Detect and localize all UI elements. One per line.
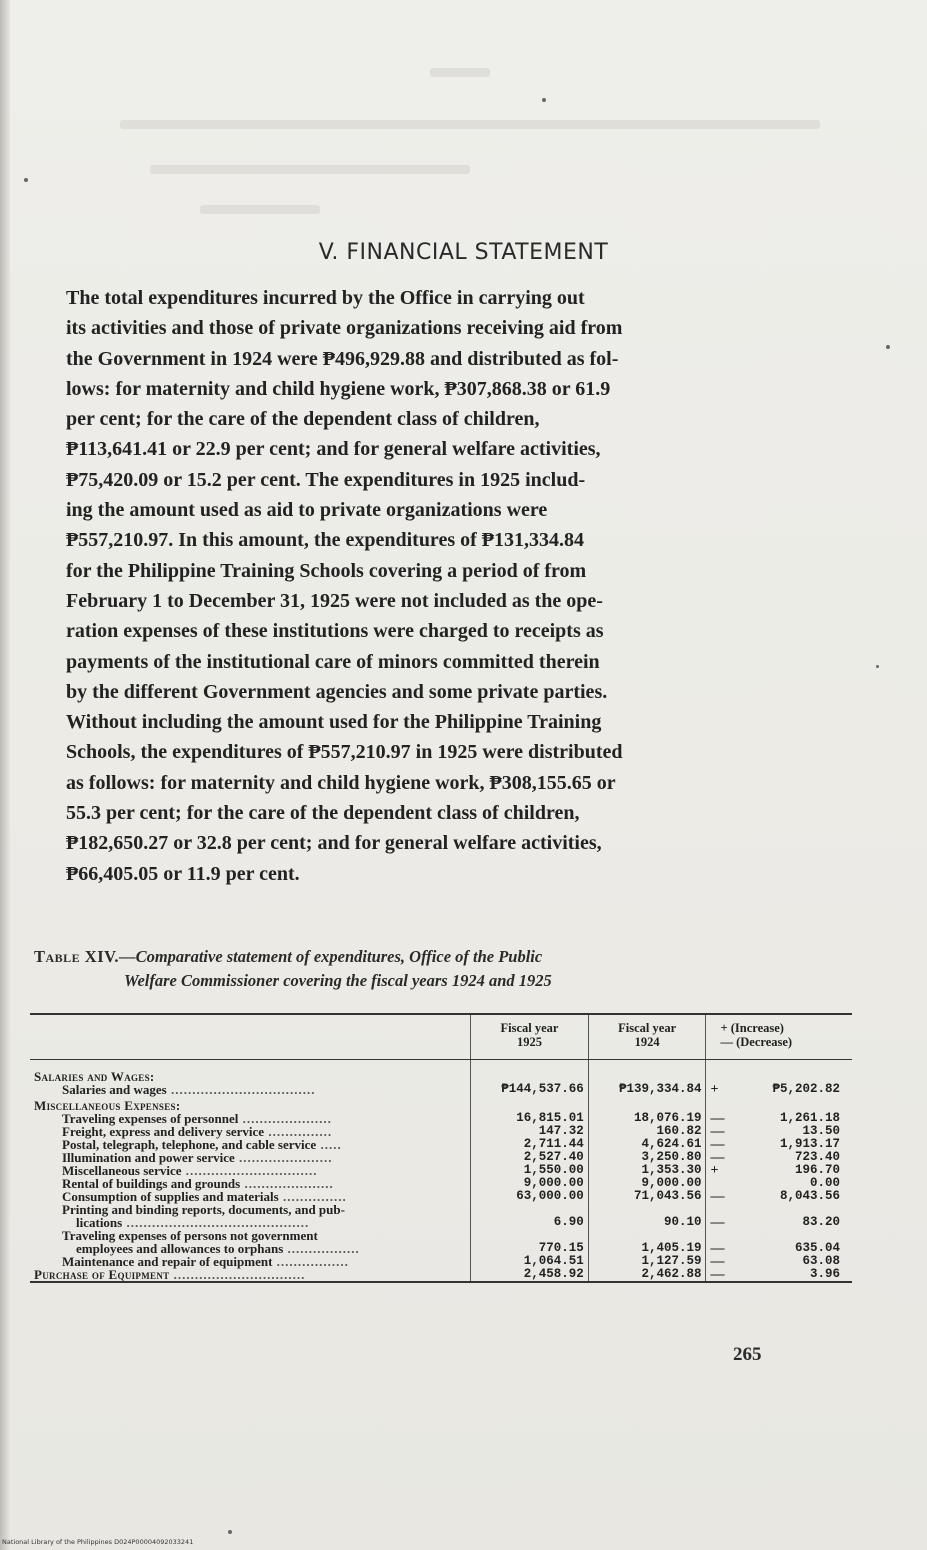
change-sign: + xyxy=(706,1083,734,1096)
paragraph-line: ₱113,641.41 or 22.9 per cent; and for general welfare activities, xyxy=(66,438,601,461)
change-value: 1,261.18 xyxy=(779,1111,840,1125)
leader-dots: ................. xyxy=(283,1241,360,1256)
value-1925: 770.15 xyxy=(471,1242,589,1255)
row-label-text: Illumination and power service xyxy=(62,1150,235,1165)
dust-speck xyxy=(886,345,890,349)
page-number: 265 xyxy=(733,1344,762,1365)
header-text-line: Fiscal year xyxy=(618,1021,677,1035)
value-1924: 1,405.19 xyxy=(588,1242,706,1255)
paragraph-line: payments of the institutional care of minors committed therein xyxy=(66,650,600,673)
bleed-through-mark xyxy=(150,165,470,174)
change-sign: — xyxy=(706,1151,734,1164)
row-label-text: Maintenance and repair of equipment xyxy=(62,1254,273,1269)
row-label-text: Salaries and wages xyxy=(62,1082,167,1097)
value-1924: 71,043.56 xyxy=(588,1190,706,1203)
row-label-text: Miscellaneous service xyxy=(62,1163,182,1178)
row-label-text: Printing and binding reports, documents, and pub- xyxy=(62,1202,345,1217)
value-1924: 18,076.19 xyxy=(588,1112,706,1125)
bleed-through-mark xyxy=(120,120,820,129)
value-1924: 3,250.80 xyxy=(588,1151,706,1164)
header-text-line: — (Decrease) xyxy=(720,1035,793,1049)
header-change xyxy=(706,1014,852,1060)
change-sign: — xyxy=(706,1125,734,1138)
table-body xyxy=(30,1060,852,1283)
change-value: 63.08 xyxy=(802,1254,840,1268)
leader-dots: ..................... xyxy=(240,1176,334,1191)
header-text-line: 1925 xyxy=(516,1035,542,1049)
row-label-text: Consumption of supplies and materials xyxy=(62,1189,279,1204)
value-1925: 1,064.51 xyxy=(471,1255,589,1268)
leader-dots: ...................... xyxy=(234,1150,333,1165)
value-1925: 1,550.00 xyxy=(471,1164,589,1177)
section-title: V. FINANCIAL STATEMENT xyxy=(318,240,609,265)
value-1924: 9,000.00 xyxy=(588,1177,706,1190)
leader-dots: .................................. xyxy=(166,1082,316,1097)
table-caption-line2: Welfare Commissioner covering the fiscal years 1924 and 1925 xyxy=(124,971,552,990)
change-sign: — xyxy=(706,1138,734,1151)
row-label-text: Rental of buildings and grounds xyxy=(62,1176,241,1191)
leader-dots: ............... xyxy=(264,1124,333,1139)
row-label-text: Traveling expenses of personnel xyxy=(62,1111,239,1126)
row-label xyxy=(30,1083,471,1096)
value-1925: 16,815.01 xyxy=(471,1112,589,1125)
row-label-text: Miscellaneous Expenses: xyxy=(34,1098,181,1113)
header-label-column xyxy=(30,1014,471,1060)
value-1925: 147.32 xyxy=(471,1125,589,1138)
leader-dots: ........................................... xyxy=(122,1215,310,1230)
leader-dots: ............................... xyxy=(181,1163,318,1178)
change-value: 83.20 xyxy=(802,1215,840,1229)
row-label-text: Postal, telegraph, telephone, and cable service xyxy=(62,1137,317,1152)
change-value: 13.50 xyxy=(802,1124,840,1138)
header-fiscal-1925 xyxy=(471,1014,589,1060)
row-label-text: Traveling expenses of persons not government xyxy=(62,1228,318,1243)
change-sign: — xyxy=(706,1190,734,1203)
leader-dots: ..................... xyxy=(238,1111,332,1126)
header-text-line: Fiscal year xyxy=(500,1021,559,1035)
table-row xyxy=(30,1268,852,1282)
table-header-row xyxy=(30,1014,852,1060)
paragraph-line: the Government in 1924 were ₱496,929.88 and distributed as fol- xyxy=(66,347,619,370)
change-value: 8,043.56 xyxy=(779,1189,840,1203)
value-1925: 2,711.44 xyxy=(471,1138,589,1151)
paragraph-line: The total expenditures incurred by the Office in carrying out xyxy=(66,287,585,309)
paragraph-line: ₱75,420.09 or 15.2 per cent. The expenditures in 1925 includ- xyxy=(66,468,586,491)
value-1925: 6.90 xyxy=(471,1216,589,1229)
value-1924: 1,127.59 xyxy=(588,1255,706,1268)
value-1924: 90.10 xyxy=(588,1216,706,1229)
leader-dots: ..... xyxy=(316,1137,342,1152)
row-label-text: Purchase of Equipment xyxy=(34,1267,170,1282)
change-value: 635.04 xyxy=(794,1241,840,1255)
dust-speck xyxy=(228,1530,232,1534)
value-1925: 2,458.92 xyxy=(471,1268,589,1282)
expenditure-table xyxy=(30,1013,852,1283)
value-1924: 1,353.30 xyxy=(588,1164,706,1177)
change-value: ₱5,202.82 xyxy=(772,1082,840,1096)
paragraph-line: as follows: for maternity and child hygiene work, ₱308,155.65 or xyxy=(66,771,616,794)
row-label-text: lications xyxy=(76,1215,123,1230)
paragraph-line: 55.3 per cent; for the care of the dependent class of children, xyxy=(66,802,580,825)
dust-speck xyxy=(24,178,28,182)
paragraph-line: its activities and those of private organizations receiving aid from xyxy=(66,317,623,340)
change-sign: — xyxy=(706,1242,734,1255)
change-sign: — xyxy=(706,1216,734,1229)
value-1925: 63,000.00 xyxy=(471,1190,589,1203)
paragraph-line: ration expenses of these institutions were charged to receipts as xyxy=(66,620,604,643)
leader-dots: ................. xyxy=(272,1254,349,1269)
change-value: 196.70 xyxy=(794,1163,840,1177)
paragraph-line: by the different Government agencies and some private parties. xyxy=(66,680,608,703)
value-1924: 160.82 xyxy=(588,1125,706,1138)
bleed-through-mark xyxy=(430,68,490,77)
value-1925: 9,000.00 xyxy=(471,1177,589,1190)
change-sign: — xyxy=(706,1112,734,1125)
value-1925: 2,527.40 xyxy=(471,1151,589,1164)
table-row xyxy=(30,1083,852,1096)
paragraph-line: February 1 to December 31, 1925 were not included as the ope- xyxy=(66,589,603,612)
change-sign: — xyxy=(706,1255,734,1268)
row-label-text: Freight, express and delivery service xyxy=(62,1124,265,1139)
paragraph-line: per cent; for the care of the dependent class of children, xyxy=(66,408,540,431)
dust-speck xyxy=(542,98,546,102)
table-caption xyxy=(34,945,854,993)
body-paragraph xyxy=(66,283,856,889)
value-1924: ₱139,334.84 xyxy=(588,1083,706,1096)
value-1925: ₱144,537.66 xyxy=(471,1083,589,1096)
change-value: 0.00 xyxy=(809,1176,840,1190)
row-label-text: Salaries and Wages: xyxy=(34,1069,155,1084)
row-label xyxy=(30,1268,471,1282)
header-text-line: + (Increase) xyxy=(720,1021,784,1035)
table-caption-label: Table XIV. xyxy=(34,947,120,966)
change-value: 1,913.17 xyxy=(779,1137,840,1151)
paragraph-line: ing the amount used as aid to private organizations were xyxy=(66,499,548,522)
dust-speck xyxy=(876,665,879,668)
leader-dots: ............................... xyxy=(169,1267,306,1282)
change-value: 3.96 xyxy=(734,1268,852,1282)
value-1924: 2,462.88 xyxy=(588,1268,706,1282)
paragraph-line: Schools, the expenditures of ₱557,210.97 in 1925 were distributed xyxy=(66,741,623,764)
paragraph-line: for the Philippine Training Schools covering a period of from xyxy=(66,559,587,582)
value-1924: 4,624.61 xyxy=(588,1138,706,1151)
table-caption-line1: —Comparative statement of expenditures, Office of the Public xyxy=(119,947,543,966)
change-sign: — xyxy=(706,1268,734,1282)
change-value: 723.40 xyxy=(794,1150,840,1164)
paragraph-line: lows: for maternity and child hygiene work, ₱307,868.38 or 61.9 xyxy=(66,377,611,400)
change-sign: + xyxy=(706,1164,734,1177)
page-edge-shadow xyxy=(0,0,10,1550)
scan-footer-credit: National Library of the Philippines D024P00004092033241 xyxy=(2,1538,194,1546)
paragraph-line: Without including the amount used for the Philippine Training xyxy=(66,711,602,734)
row-label-text: employees and allowances to orphans xyxy=(76,1241,284,1256)
leader-dots: ............... xyxy=(278,1189,347,1204)
header-text-line: 1924 xyxy=(634,1035,660,1049)
paragraph-line: ₱66,405.05 or 11.9 per cent. xyxy=(66,862,300,885)
bleed-through-mark xyxy=(200,205,320,214)
header-fiscal-1924 xyxy=(588,1014,706,1060)
paragraph-line: ₱182,650.27 or 32.8 per cent; and for general welfare activities, xyxy=(66,832,602,855)
paragraph-line: ₱557,210.97. In this amount, the expenditures of ₱131,334.84 xyxy=(66,529,584,552)
